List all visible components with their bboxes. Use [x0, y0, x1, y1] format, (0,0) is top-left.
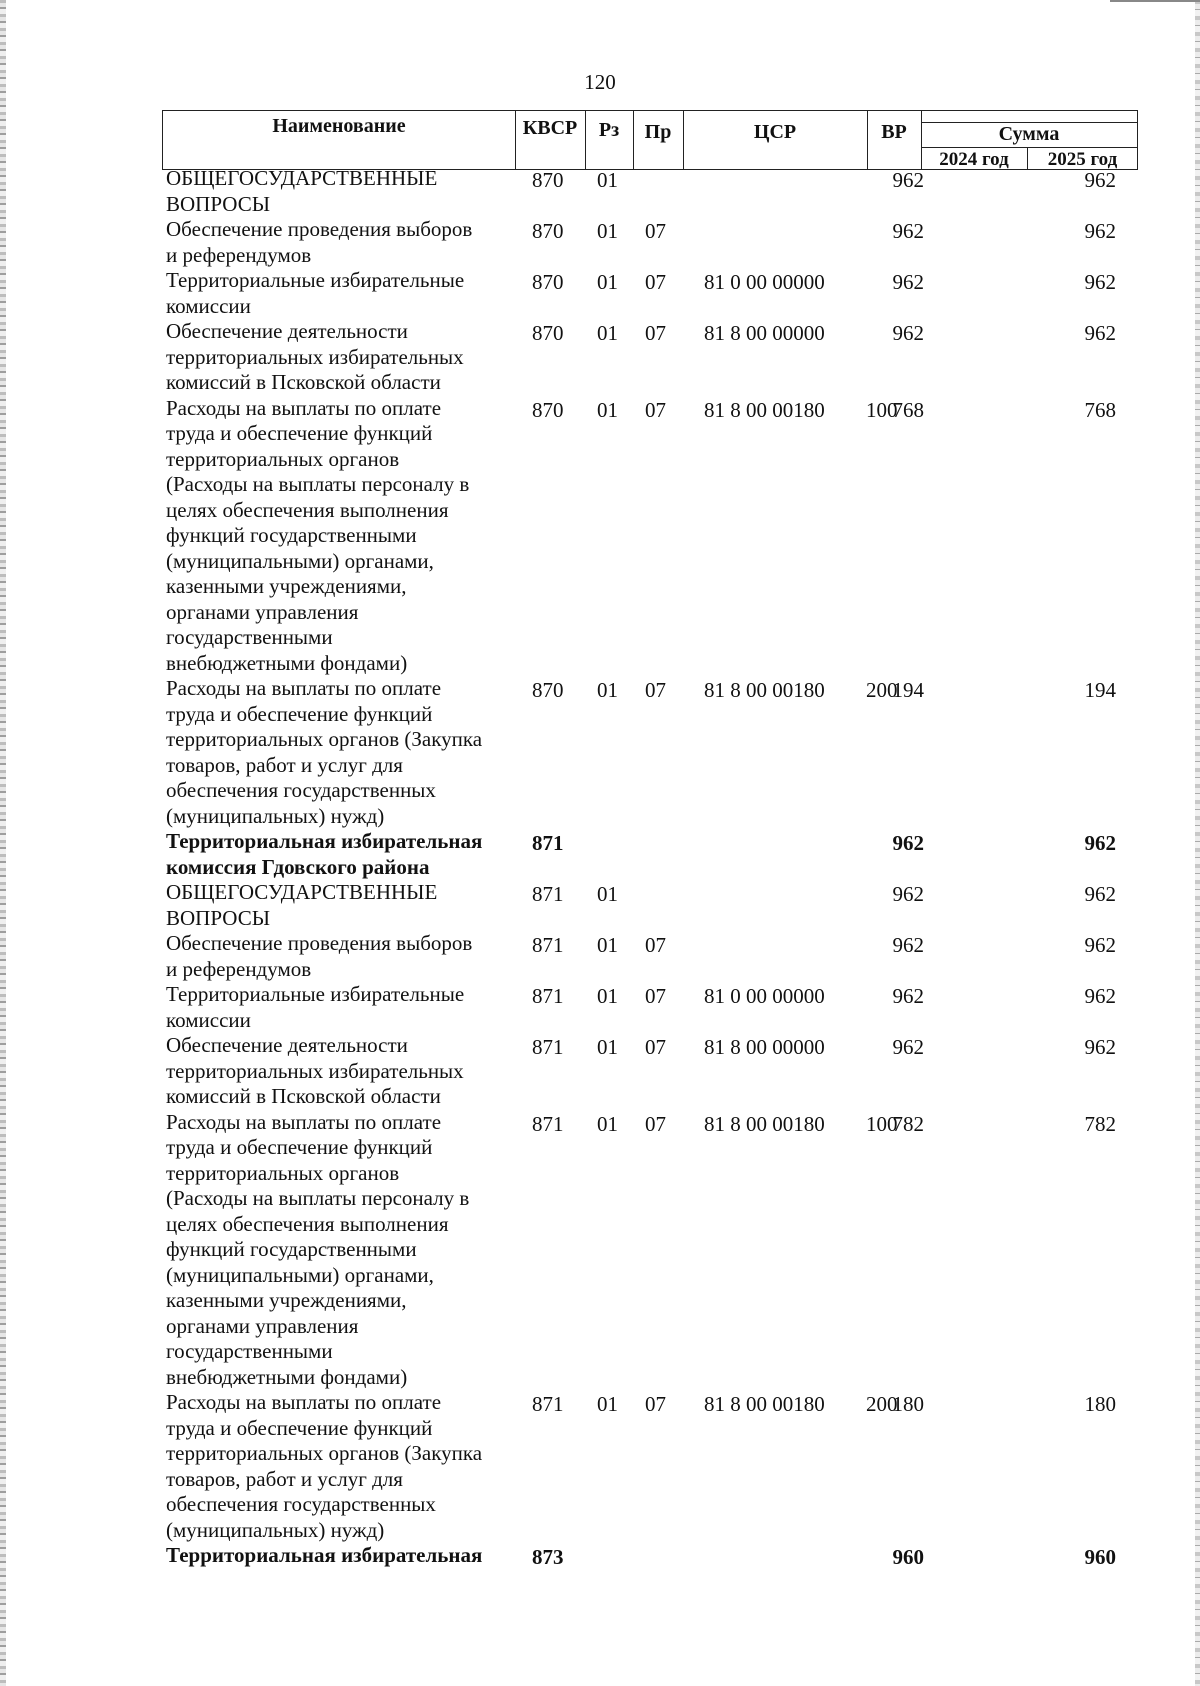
- row-name: [160, 1110, 508, 1391]
- row-name-line: государственными: [166, 1339, 333, 1363]
- row-sum-2024: 962: [892, 984, 924, 1008]
- row-name: [160, 1390, 508, 1543]
- row-name-line: ВОПРОСЫ: [166, 191, 271, 216]
- row-name-line: территориальных избирательных: [166, 344, 464, 369]
- row-sum-2024: 962: [892, 168, 924, 192]
- row-name-line: территориальных органов: [166, 1160, 400, 1185]
- row-name-line: функций государственными: [166, 523, 417, 547]
- row-kvsr: 870: [532, 219, 564, 243]
- row-name: [160, 319, 508, 396]
- row-name: [160, 931, 508, 982]
- table-row: [160, 829, 1140, 880]
- row-name-line: целях обеспечения выполнения: [166, 497, 449, 522]
- row-rz: 01: [597, 1035, 618, 1059]
- row-name-line: комиссии: [166, 1007, 251, 1032]
- row-rz: 01: [597, 168, 618, 192]
- row-vr: 100: [866, 1111, 898, 1136]
- row-name-line: ОБЩЕГОСУДАРСТВЕННЫЕ: [166, 880, 438, 904]
- row-pr: 07: [645, 678, 666, 702]
- row-kvsr: 871: [532, 984, 564, 1008]
- row-pr: 07: [645, 1111, 666, 1136]
- row-pr: 07: [645, 219, 666, 243]
- row-name-line: Расходы на выплаты по оплате: [166, 1109, 442, 1134]
- row-name-line: ВОПРОСЫ: [166, 905, 271, 930]
- row-kvsr: 873: [532, 1545, 564, 1569]
- row-sum-2024: 962: [892, 933, 924, 957]
- row-name-line: Территориальная избирательная: [166, 1543, 483, 1567]
- sum-mid-rule: [921, 147, 1137, 148]
- row-kvsr: 871: [532, 1392, 564, 1416]
- table-row: [160, 676, 1140, 829]
- row-sum-2024: 962: [892, 321, 924, 345]
- row-name-line: и референдумов: [166, 956, 312, 981]
- header-name: Наименование: [272, 115, 406, 137]
- row-name-line: (муниципальных) нужд): [166, 1517, 385, 1542]
- row-name-line: комиссия Гдовского района: [166, 854, 430, 879]
- table-row: [160, 268, 1140, 319]
- row-name-line: Обеспечение деятельности: [166, 1033, 408, 1057]
- header-pr: Пр: [644, 121, 672, 143]
- row-vr: 100: [866, 397, 898, 422]
- row-name-line: Обеспечение проведения выборов: [166, 217, 473, 241]
- scan-left-edge: [0, 0, 6, 1686]
- row-rz: 01: [597, 933, 618, 957]
- table-row: [160, 217, 1140, 268]
- row-sum-2024: 962: [892, 270, 924, 294]
- row-pr: 07: [645, 1035, 666, 1059]
- row-sum-2025: 782: [1084, 1111, 1116, 1136]
- header-csr: ЦСР: [753, 121, 797, 143]
- table-row: [160, 319, 1140, 396]
- row-sum-2024: 962: [892, 1035, 924, 1059]
- row-name-line: ОБЩЕГОСУДАРСТВЕННЫЕ: [166, 166, 438, 190]
- row-name-line: товаров, работ и услуг для: [166, 1466, 403, 1491]
- row-rz: 01: [597, 678, 618, 702]
- row-name: [160, 396, 508, 677]
- row-sum-2025: 962: [1084, 168, 1116, 192]
- row-name-line: государственными: [166, 625, 333, 649]
- row-name-line: комиссий в Псковской области: [166, 1084, 441, 1108]
- table-row: [160, 166, 1140, 217]
- header-vr: ВР: [881, 121, 907, 143]
- row-name-line: труда и обеспечение функций: [166, 421, 433, 445]
- page-number: 120: [584, 70, 616, 94]
- row-sum-2025: 962: [1084, 831, 1116, 855]
- row-sum-2025: 960: [1084, 1545, 1116, 1569]
- row-name-line: Расходы на выплаты по оплате: [166, 676, 442, 700]
- row-name: [160, 217, 508, 268]
- row-csr: 81 0 00 00000: [704, 984, 825, 1008]
- row-name-line: (муниципальными) органами,: [166, 1262, 434, 1287]
- row-sum-2025: 962: [1084, 219, 1116, 243]
- row-kvsr: 871: [532, 831, 564, 855]
- row-pr: 07: [645, 397, 666, 422]
- row-sum-2024: 962: [892, 219, 924, 243]
- row-name-line: обеспечения государственных: [166, 778, 436, 802]
- row-vr: 200: [866, 678, 898, 702]
- row-name-line: товаров, работ и услуг для: [166, 752, 403, 777]
- row-sum-2024: 962: [892, 831, 924, 855]
- row-kvsr: 871: [532, 933, 564, 957]
- row-name-line: (муниципальных) нужд): [166, 803, 385, 828]
- row-name-line: (муниципальными) органами,: [166, 548, 434, 573]
- row-sum-2024: 782: [892, 1111, 924, 1136]
- row-name-line: органами управления: [166, 1313, 359, 1338]
- row-kvsr: 870: [532, 678, 564, 702]
- scan-right-edge: [1195, 0, 1200, 1686]
- row-name-line: Расходы на выплаты по оплате: [166, 395, 442, 420]
- row-sum-2025: 962: [1084, 321, 1116, 345]
- row-csr: 81 0 00 00000: [704, 270, 825, 294]
- row-name: [160, 268, 508, 319]
- row-sum-2025: 194: [1084, 678, 1116, 702]
- table-row: [160, 931, 1140, 982]
- row-csr: 81 8 00 00180: [704, 678, 825, 702]
- table-row: [160, 1110, 1140, 1391]
- row-vr: 200: [866, 1392, 898, 1416]
- row-rz: 01: [597, 321, 618, 345]
- row-name-line: Обеспечение деятельности: [166, 319, 408, 343]
- row-name-line: казенными учреждениями,: [166, 1288, 407, 1312]
- row-name-line: внебюджетными фондами): [166, 1364, 408, 1389]
- row-name-line: комиссии: [166, 293, 251, 318]
- row-name-line: Обеспечение проведения выборов: [166, 931, 473, 955]
- table-row: [160, 1033, 1140, 1110]
- row-rz: 01: [597, 270, 618, 294]
- table-row: [160, 396, 1140, 677]
- table-row: [160, 1543, 1140, 1569]
- row-kvsr: 870: [532, 270, 564, 294]
- row-kvsr: 870: [532, 321, 564, 345]
- table-body: [160, 166, 1140, 1569]
- row-csr: 81 8 00 00000: [704, 1035, 825, 1059]
- table-row: [160, 880, 1140, 931]
- header-year-2024: 2024 год: [939, 149, 1009, 170]
- table-header: [162, 110, 1138, 170]
- row-kvsr: 871: [532, 1111, 564, 1136]
- table-row: [160, 1390, 1140, 1543]
- header-kvsr: КВСР: [522, 117, 578, 139]
- row-name: [160, 829, 508, 880]
- row-name: [160, 982, 508, 1033]
- header-rz: Рз: [598, 119, 620, 141]
- row-pr: 07: [645, 933, 666, 957]
- row-name-line: функций государственными: [166, 1237, 417, 1261]
- row-rz: 01: [597, 219, 618, 243]
- row-sum-2024: 960: [892, 1545, 924, 1569]
- row-rz: 01: [597, 1392, 618, 1416]
- row-name-line: целях обеспечения выполнения: [166, 1211, 449, 1236]
- row-sum-2025: 962: [1084, 882, 1116, 906]
- row-name-line: казенными учреждениями,: [166, 574, 407, 598]
- row-name-line: территориальных органов (Закупка: [166, 727, 483, 751]
- row-sum-2025: 962: [1084, 984, 1116, 1008]
- row-name-line: обеспечения государственных: [166, 1492, 436, 1516]
- row-sum-2025: 962: [1084, 1035, 1116, 1059]
- row-rz: 01: [597, 882, 618, 906]
- row-sum-2024: 180: [892, 1392, 924, 1416]
- row-sum-2024: 194: [892, 678, 924, 702]
- row-csr: 81 8 00 00180: [704, 1111, 825, 1136]
- row-name-line: Территориальные избирательные: [166, 982, 465, 1006]
- row-pr: 07: [645, 1392, 666, 1416]
- table-row: [160, 982, 1140, 1033]
- row-sum-2024: 768: [892, 397, 924, 422]
- row-sum-2025: 768: [1084, 397, 1116, 422]
- row-pr: 07: [645, 984, 666, 1008]
- row-name-line: (Расходы на выплаты персоналу в: [166, 472, 470, 496]
- row-name-line: Территориальная избирательная: [166, 829, 483, 853]
- row-sum-2024: 962: [892, 882, 924, 906]
- row-name-line: территориальных органов (Закупка: [166, 1441, 483, 1465]
- row-name: [160, 1033, 508, 1110]
- row-kvsr: 871: [532, 1035, 564, 1059]
- row-name-line: территориальных избирательных: [166, 1058, 464, 1083]
- row-name: [160, 1543, 508, 1569]
- row-kvsr: 871: [532, 882, 564, 906]
- row-sum-2025: 962: [1084, 270, 1116, 294]
- row-name-line: территориальных органов: [166, 446, 400, 471]
- row-name-line: (Расходы на выплаты персоналу в: [166, 1186, 470, 1210]
- row-name-line: труда и обеспечение функций: [166, 1415, 433, 1440]
- row-csr: 81 8 00 00000: [704, 321, 825, 345]
- row-name-line: Территориальные избирательные: [166, 268, 465, 292]
- row-sum-2025: 180: [1084, 1392, 1116, 1416]
- row-name-line: внебюджетными фондами): [166, 650, 408, 675]
- row-name-line: комиссий в Псковской области: [166, 370, 441, 394]
- row-name: [160, 166, 508, 217]
- row-name-line: труда и обеспечение функций: [166, 1135, 433, 1159]
- row-name: [160, 676, 508, 829]
- header-year-2025: 2025 год: [1047, 149, 1118, 170]
- row-csr: 81 8 00 00180: [704, 1392, 825, 1416]
- row-name-line: органами управления: [166, 599, 359, 624]
- row-name-line: труда и обеспечение функций: [166, 701, 433, 726]
- row-name: [160, 880, 508, 931]
- row-kvsr: 870: [532, 397, 564, 422]
- row-rz: 01: [597, 1111, 618, 1136]
- row-csr: 81 8 00 00180: [704, 397, 825, 422]
- row-name-line: Расходы на выплаты по оплате: [166, 1390, 442, 1414]
- scan-top-mark: [1110, 0, 1200, 2]
- row-rz: 01: [597, 397, 618, 422]
- row-pr: 07: [645, 270, 666, 294]
- row-sum-2025: 962: [1084, 933, 1116, 957]
- row-rz: 01: [597, 984, 618, 1008]
- header-sum: Сумма: [998, 123, 1060, 145]
- row-pr: 07: [645, 321, 666, 345]
- row-kvsr: 870: [532, 168, 564, 192]
- row-name-line: и референдумов: [166, 242, 312, 267]
